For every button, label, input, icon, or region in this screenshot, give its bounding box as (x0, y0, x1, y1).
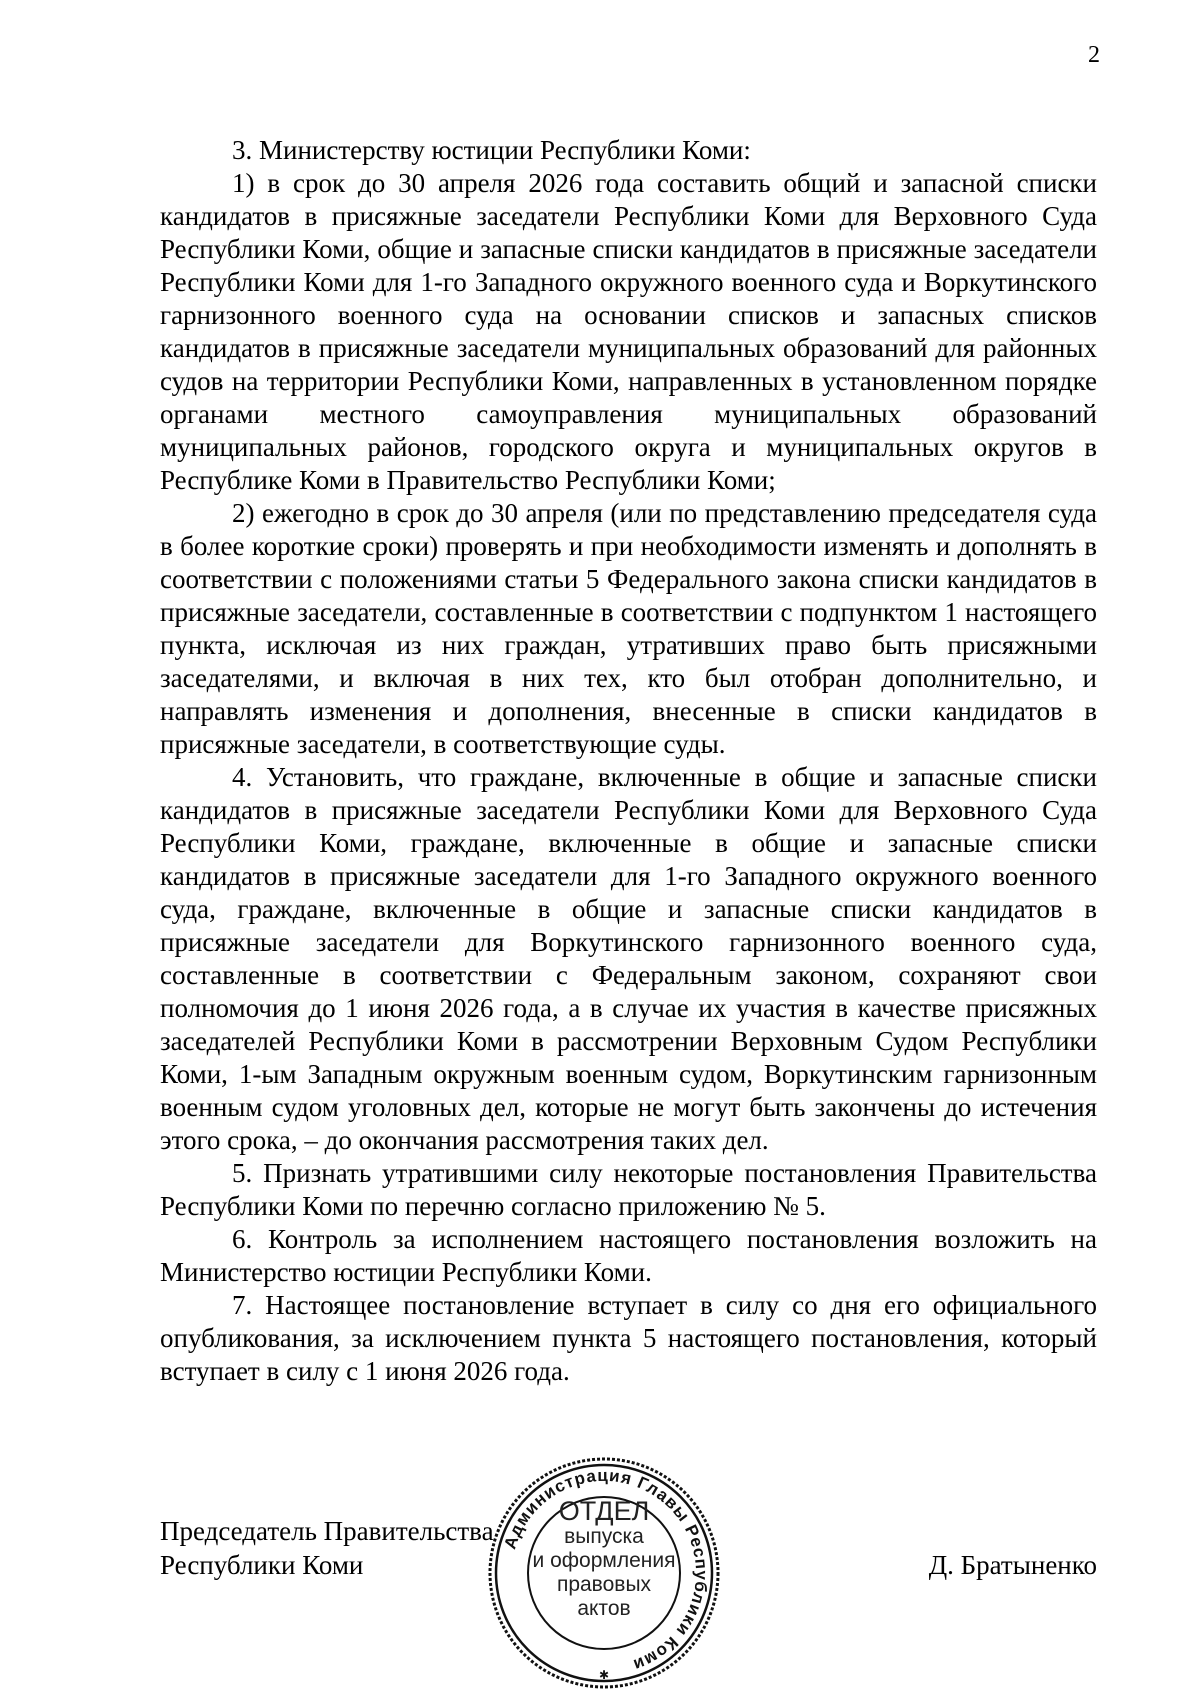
stamp-center-line1: ОТДЕЛ (558, 1496, 650, 1526)
stamp-ring-text: Администрация Главы Республики Коми (500, 1465, 712, 1675)
signatory-title-line2: Республики Коми (160, 1550, 364, 1580)
signatory-name: Д. Братыненко (928, 1550, 1097, 1580)
paragraph-item-7: 7. Настоящее постановление вступает в силу со дня его официального опубликования, за исключением пункта 5 настоящего постановления, который вступает в силу с 1 июня 2026 года. (160, 1290, 1097, 1386)
stamp-center-text (486, 1497, 722, 1621)
stamp-center-line3: и оформления (532, 1549, 676, 1572)
stamp-center-line2: выпуска (564, 1525, 644, 1548)
svg-text:✱: ✱ (598, 1668, 610, 1682)
signatory-title (160, 1514, 494, 1582)
paragraph-item-6: 6. Контроль за исполнением настоящего постановления возложить на Министерство юстиции Республики Коми. (160, 1224, 1097, 1287)
paragraph-item-4: 4. Установить, что граждане, включенные в общие и запасные списки кандидатов в присяжные заседатели Республики Коми для Верховного Суда Республики Коми, граждане, включенные в общие и запасные списки кандидатов в присяжные заседатели для 1-го Западного окружного военного суда, граждане, включенные в общие и запасные списки кандидатов в присяжные заседатели для Воркутинского гарнизонного военного суда, составленные в соответствии с Федеральным законом, сохраняют свои полномочия до 1 июня 2026 года, а в случае их участия в качестве присяжных заседателей Республики Коми в рассмотрении Верховным Судом Республики Коми, 1-ым Западным окружным военным судом, Воркутинским гарнизонным военным судом уголовных дел, которые не могут быть закончены до истечения этого срока, – до окончания рассмотрения таких дел. (160, 762, 1097, 1155)
paragraph-subitem-2: 2) ежегодно в срок до 30 апреля (или по представлению председателя суда в более короткие сроки) проверять и при необходимости изменять и дополнять в соответствии с положениями статьи 5 Федерального закона списки кандидатов в присяжные заседатели, составленные в соответствии с подпунктом 1 настоящего пункта, исключая из них граждан, утративших право быть присяжными заседателями, и включая в них тех, кто был отобран дополнительно, и направлять изменения и дополнения, внесенные в списки кандидатов в присяжные заседатели, в соответствующие суды. (160, 498, 1097, 759)
page-number: 2 (1088, 42, 1100, 68)
paragraph-item-3: 3. Министерству юстиции Республики Коми: (232, 135, 751, 165)
stamp-center-line5: актов (577, 1597, 631, 1620)
paragraph-subitem-1: 1) в срок до 30 апреля 2026 года составить общий и запасной списки кандидатов в присяжные заседатели Республики Коми для Верховного Суда Республики Коми, общие и запасные списки кандидатов в присяжные заседатели Республики Коми для 1-го Западного окружного военного суда и Воркутинского гарнизонного военного суда на основании списков и запасных списков кандидатов в присяжные заседатели муниципальных образований для районных судов на территории Республики Коми, направленных в установленном порядке органами местного самоуправления муниципальных образований муниципальных районов, городского округа и муниципальных округов в Республике Коми в Правительство Республики Коми; (160, 168, 1097, 495)
signatory-title-line1: Председатель Правительства (160, 1516, 494, 1546)
stamp-center-line4: правовых (556, 1573, 652, 1596)
official-stamp (486, 1455, 722, 1691)
paragraph-item-5: 5. Признать утратившими силу некоторые постановления Правительства Республики Коми по перечню согласно приложению № 5. (160, 1158, 1097, 1221)
document-body (160, 134, 1097, 1388)
